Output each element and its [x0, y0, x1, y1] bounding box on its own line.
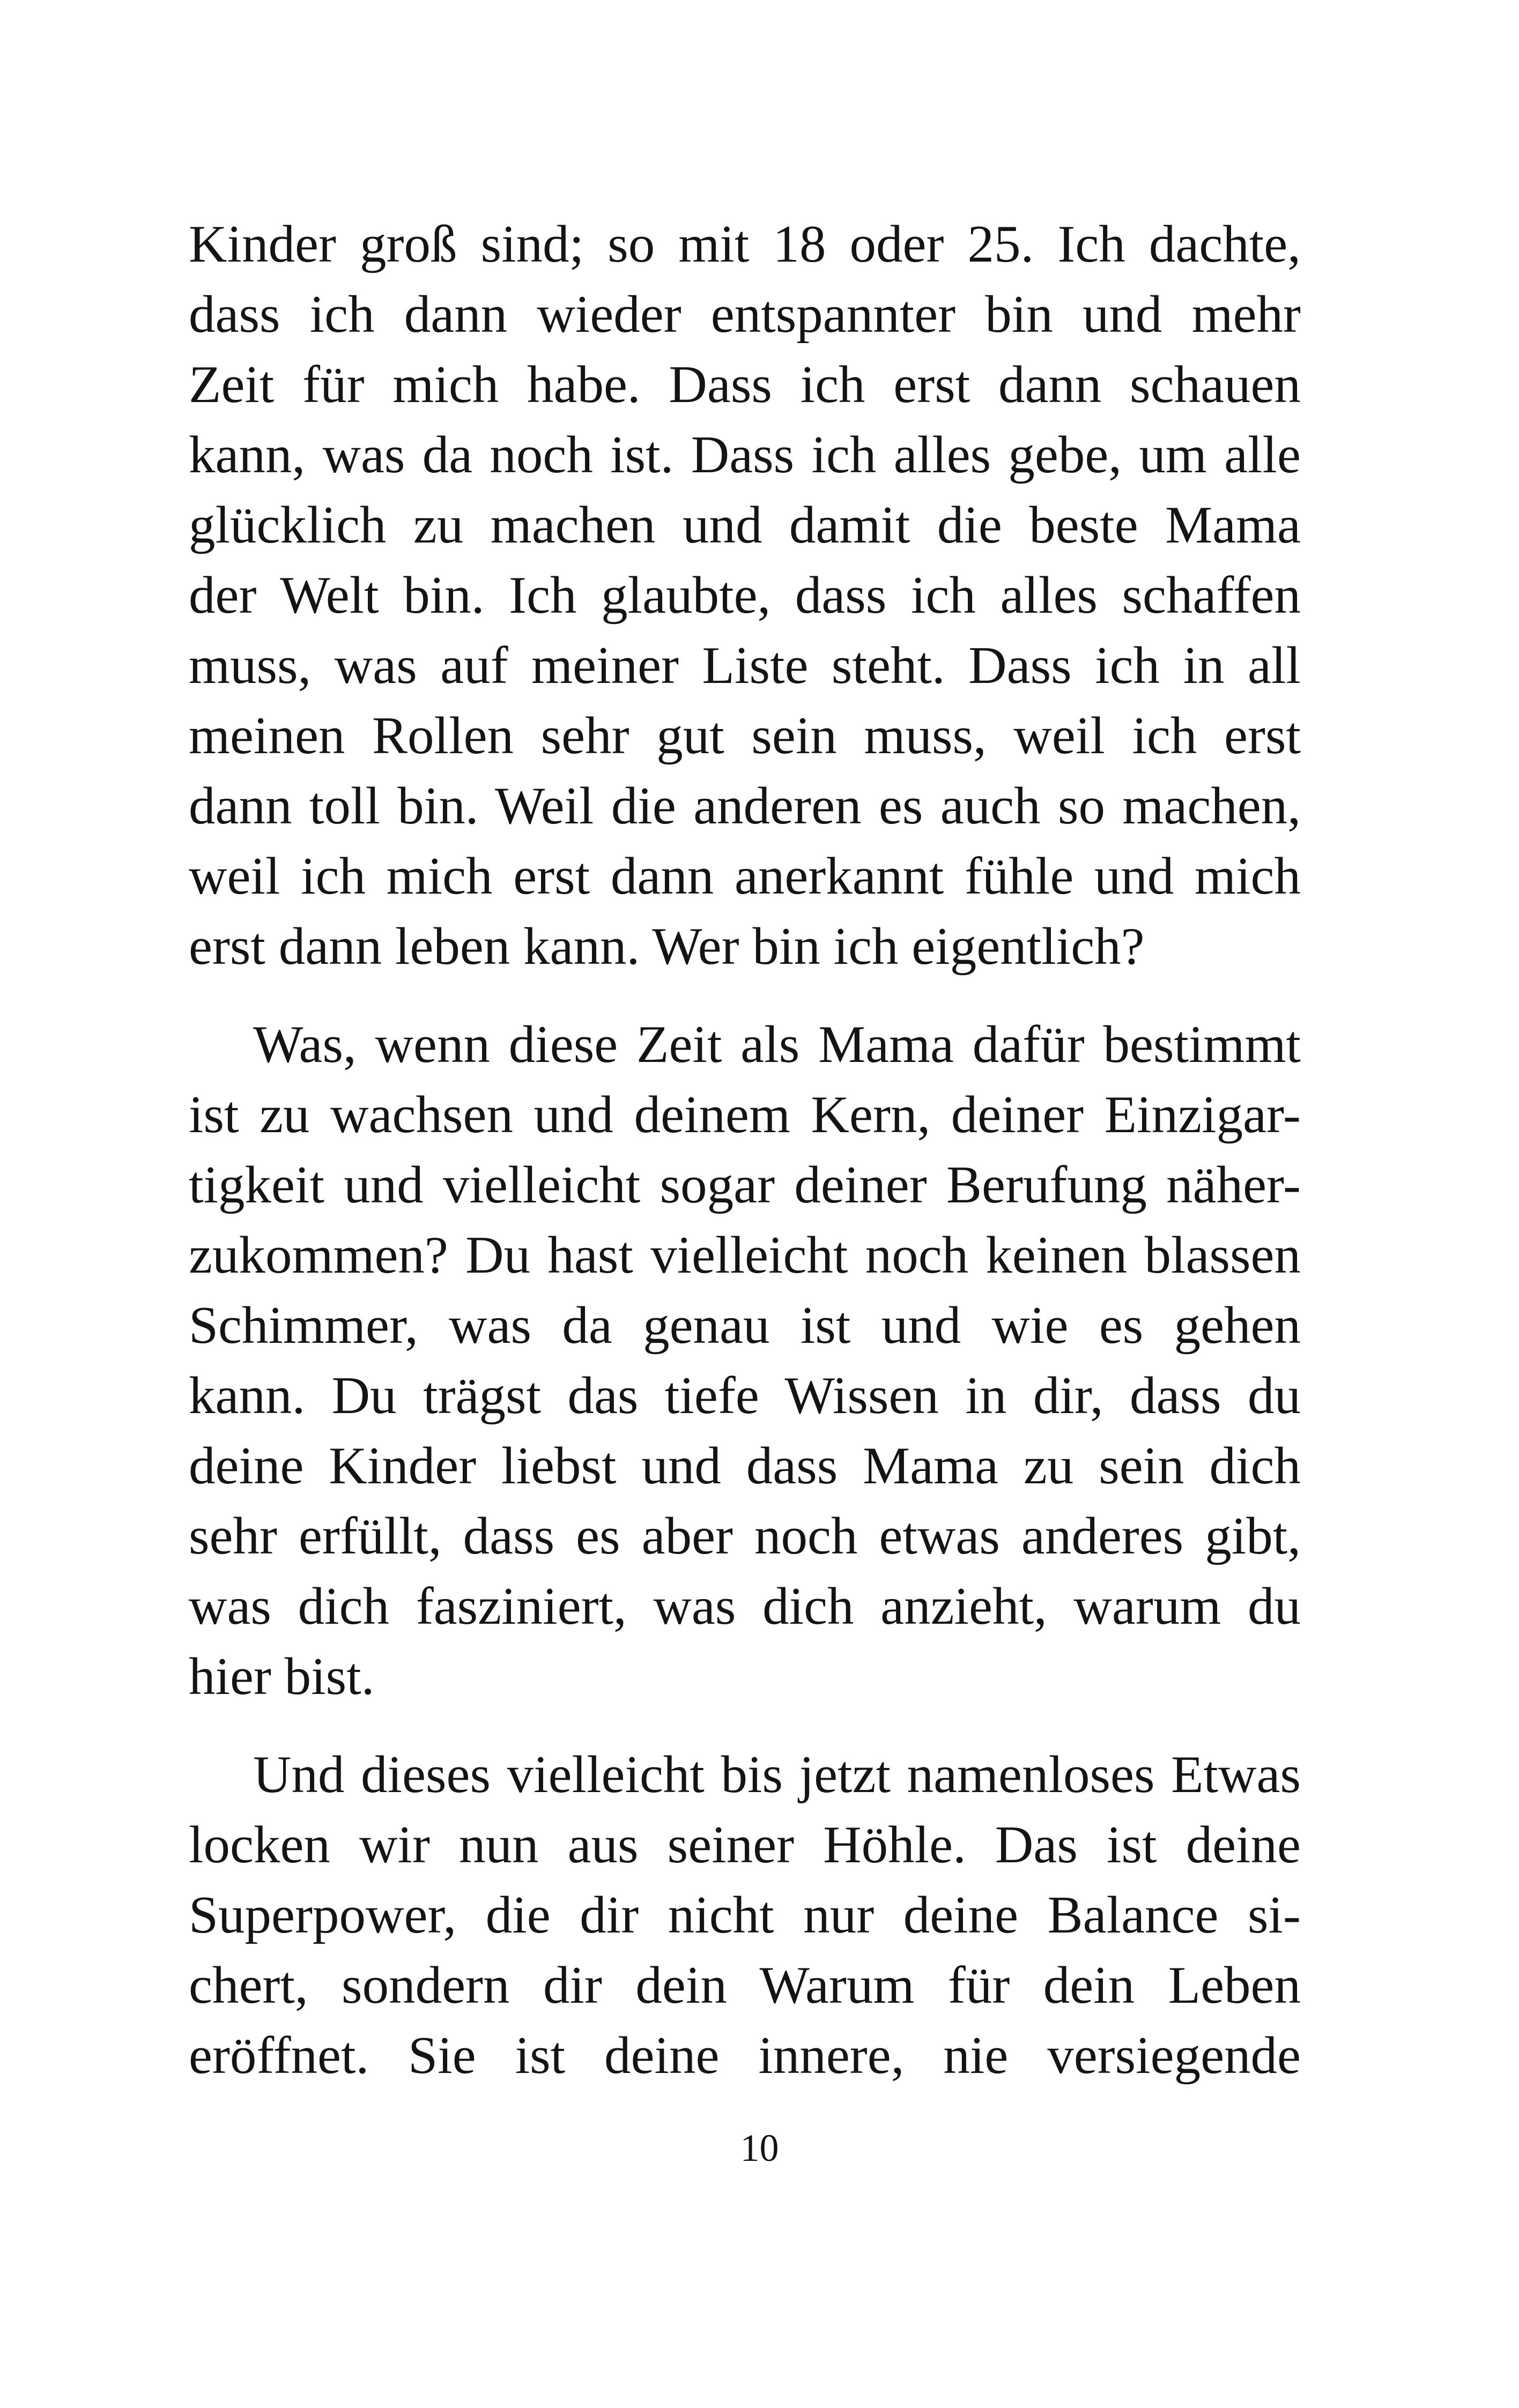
text-line: Zeit für mich habe. Dass ich erst dann schauen: [189, 355, 1301, 414]
text-line: weil ich mich erst dann anerkannt fühle und mich: [189, 847, 1301, 905]
text-line: dass ich dann wieder entspannter bin und mehr: [189, 285, 1301, 344]
text-line: kann. Du trägst das tiefe Wissen in dir, dass du: [189, 1366, 1301, 1425]
text-line: zukommen? Du hast vielleicht noch keinen blassen: [189, 1226, 1301, 1284]
paragraph: [189, 1740, 1301, 2091]
text-line: erst dann leben kann. Wer bin ich eigentlich?: [189, 917, 1145, 976]
text-line: meinen Rollen sehr gut sein muss, weil ich erst: [189, 707, 1301, 765]
text-line: eröffnet. Sie ist deine innere, nie versiegende: [189, 2026, 1301, 2085]
text-line: Schimmer, was da genau ist und wie es gehen: [189, 1296, 1301, 1355]
text-line: was dich fasziniert, was dich anzieht, warum du: [189, 1577, 1301, 1636]
text-line: chert, sondern dir dein Warum für dein Leben: [189, 1956, 1301, 2015]
paragraph: [189, 209, 1301, 982]
text-line: dann toll bin. Weil die anderen es auch so machen,: [189, 777, 1301, 835]
body-text: [189, 209, 1301, 2091]
text-line: muss, was auf meiner Liste steht. Dass ich in all: [189, 636, 1301, 695]
text-line: Superpower, die dir nicht nur deine Balance si-: [189, 1886, 1301, 1944]
text-line: der Welt bin. Ich glaubte, dass ich alles schaffen: [189, 566, 1301, 625]
text-line: Und dieses vielleicht bis jetzt namenloses Etwas: [253, 1745, 1301, 1804]
text-line: Kinder groß sind; so mit 18 oder 25. Ich dachte,: [189, 215, 1301, 273]
page-number: 10: [740, 2127, 779, 2169]
text-line: ist zu wachsen und deinem Kern, deiner Einzigar-: [189, 1086, 1301, 1144]
text-line: tigkeit und vielleicht sogar deiner Berufung näher-: [189, 1156, 1301, 1214]
text-line: sehr erfüllt, dass es aber noch etwas anderes gibt,: [189, 1507, 1301, 1565]
text-line: deine Kinder liebst und dass Mama zu sein dich: [189, 1437, 1301, 1495]
text-line: glücklich zu machen und damit die beste Mama: [189, 496, 1301, 554]
text-line: kann, was da noch ist. Dass ich alles gebe, um alle: [189, 426, 1301, 484]
text-line: Was, wenn diese Zeit als Mama dafür bestimmt: [253, 1015, 1301, 1074]
text-line: locken wir nun aus seiner Höhle. Das ist deine: [189, 1816, 1301, 1874]
paragraph: [189, 1009, 1301, 1712]
text-line: hier bist.: [189, 1647, 375, 1706]
